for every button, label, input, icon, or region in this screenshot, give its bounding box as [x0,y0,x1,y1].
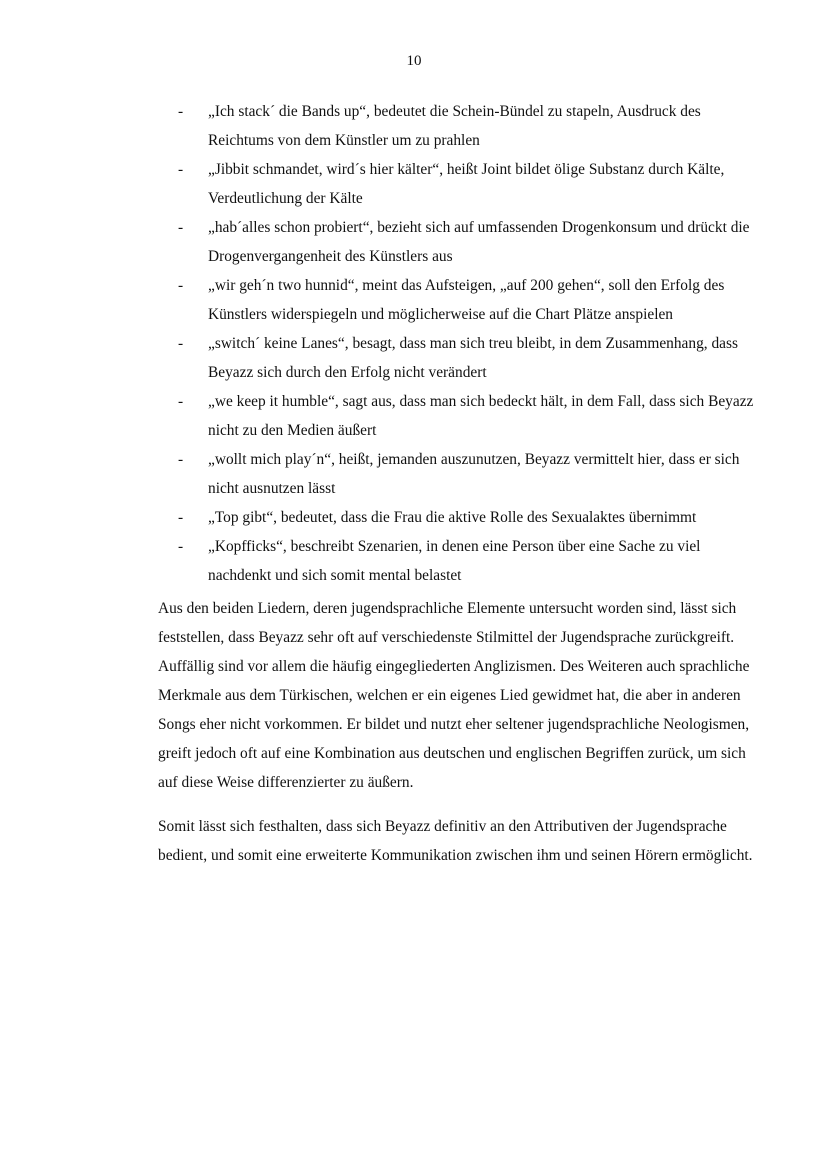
bullet-dash: - [178,393,184,410]
bullet-dash: - [178,509,184,526]
bullet-dash: - [178,103,184,120]
list-item-text: „wir geh´n two hunnid“, meint das Aufsteigen, „auf 200 gehen“, soll den Erfolg des Künstlers widerspiegeln und möglicherweise auf die Chart Plätze anspielen [208,277,725,323]
list-item-text: „Jibbit schmandet, wird´s hier kälter“, heißt Joint bildet ölige Substanz durch Kälte, Verdeutlichung der Kälte [208,161,725,207]
list-item [178,329,758,387]
paragraph-conclusion: Somit lässt sich festhalten, dass sich Beyazz definitiv an den Attributiven der Jugendsprache bedient, und somit eine erweiterte Kommunikation zwischen ihm und seinen Hörern ermöglicht. [158,818,753,864]
bullet-dash: - [178,161,184,178]
list-item-text: „we keep it humble“, sagt aus, dass man sich bedeckt hält, in dem Fall, dass sich Beyazz nicht zu den Medien äußert [208,393,754,439]
body-text [158,594,758,885]
bullet-dash: - [178,538,184,555]
paragraph-summary: Aus den beiden Liedern, deren jugendsprachliche Elemente untersucht worden sind, lässt sich feststellen, dass Beyazz sehr oft auf verschiedenste Stilmittel der Jugendsprache zurückgreift. Auffällig sind vor allem die häufig eingegliederten Anglizismen. Des Weiteren auch sprachliche Merkmale aus dem Türkischen, welchen er ein eigenes Lied gewidmet hat, die aber in anderen Songs eher nicht vorkommen. Er bildet und nutzt eher seltener jugendsprachliche Neologismen, greift jedoch oft auf eine Kombination aus deutschen und englischen Begriffen zurück, um sich auf diese Weise differenzierter zu äußern. [158,600,750,791]
page-number: 10 [406,53,422,69]
list-item [178,155,758,213]
bullet-dash: - [178,451,184,468]
list-item [178,387,758,445]
list-item [178,213,758,271]
list-item [178,532,758,590]
list-item-text: „switch´ keine Lanes“, besagt, dass man sich treu bleibt, in dem Zusammenhang, dass Beyazz sich durch den Erfolg nicht verändert [208,335,738,381]
list-item-text: „Kopfficks“, beschreibt Szenarien, in denen eine Person über eine Sache zu viel nachdenkt und sich somit mental belastet [208,538,701,584]
bullet-dash: - [178,277,184,294]
list-item [178,271,758,329]
bullet-dash: - [178,219,184,236]
list-item [178,503,758,532]
list-item-text: „hab´alles schon probiert“, bezieht sich auf umfassenden Drogenkonsum und drückt die Drogenvergangenheit des Künstlers aus [208,219,750,265]
list-item [178,445,758,503]
list-item-text: „wollt mich play´n“, heißt, jemanden auszunutzen, Beyazz vermittelt hier, dass er sich nicht ausnutzen lässt [208,451,740,497]
list-item [178,97,758,155]
definition-list [178,97,758,590]
list-item-text: „Top gibt“, bedeutet, dass die Frau die aktive Rolle des Sexualaktes übernimmt [208,509,697,526]
list-item-text: „Ich stack´ die Bands up“, bedeutet die Schein-Bündel zu stapeln, Ausdruck des Reichtums von dem Künstler um zu prahlen [208,103,701,149]
bullet-dash: - [178,335,184,352]
